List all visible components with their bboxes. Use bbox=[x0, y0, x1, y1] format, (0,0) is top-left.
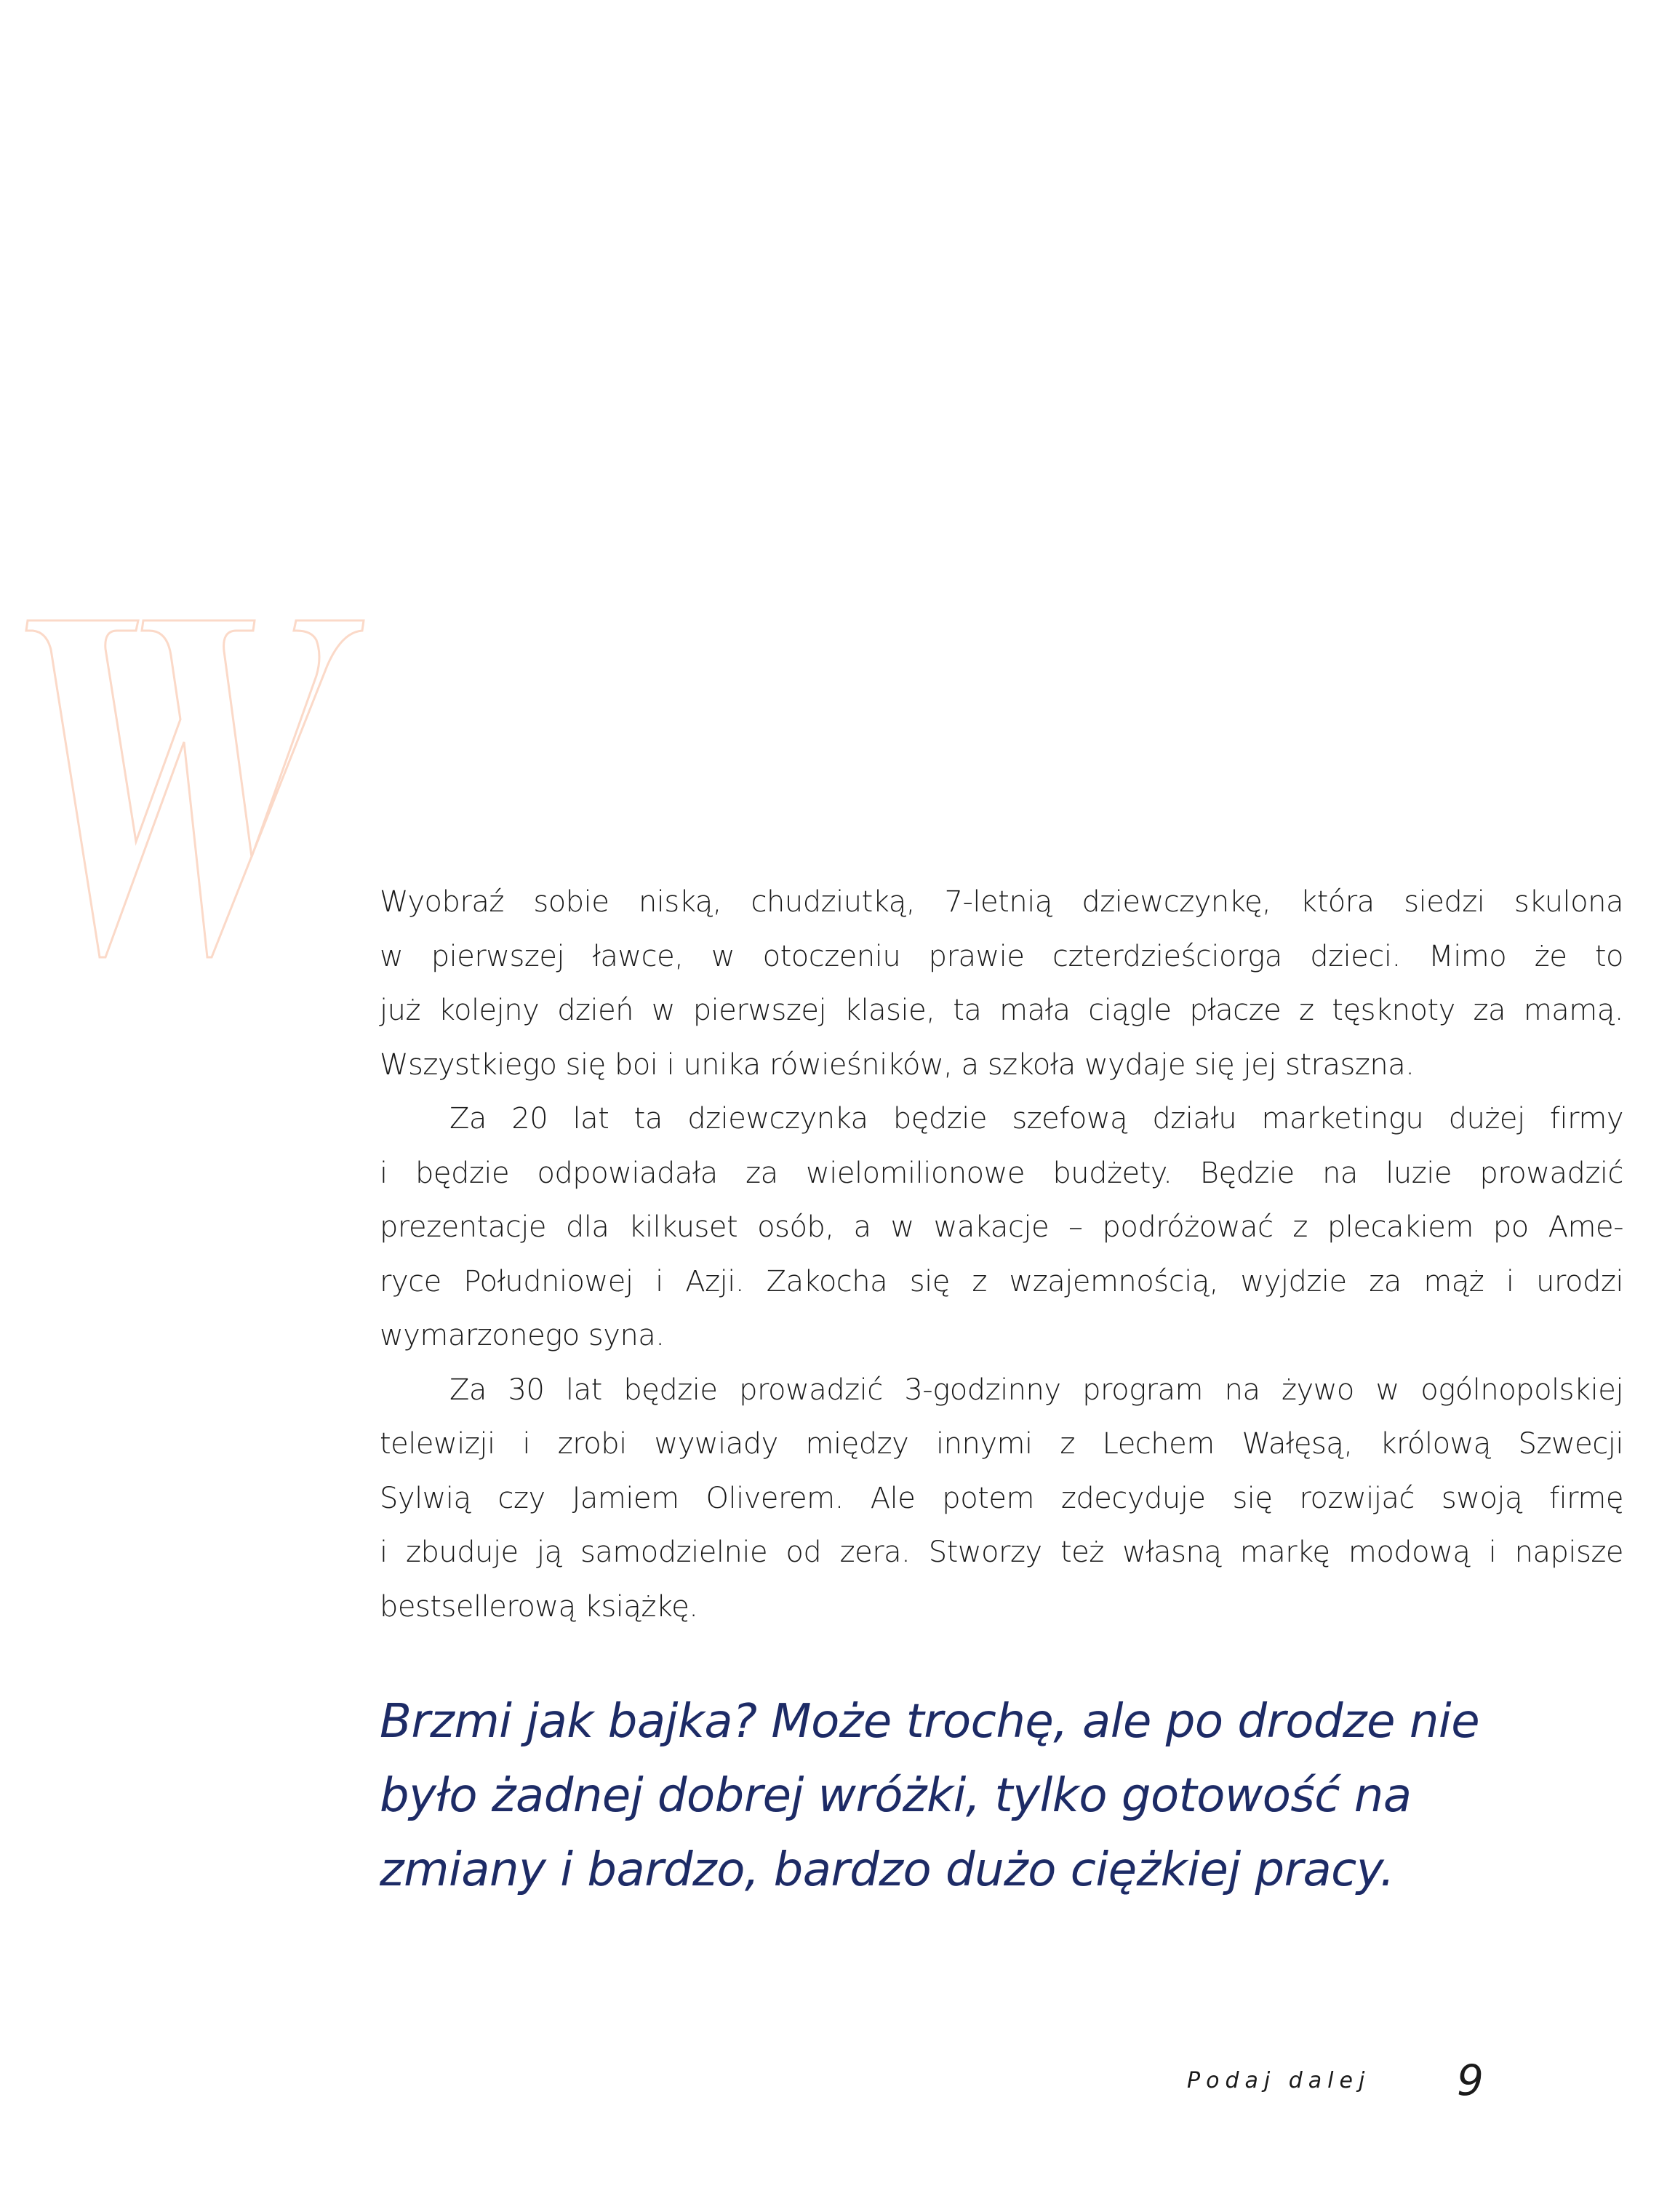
text-line: Wyobraź sobie niską, chudziutką, 7-letnią dziewczynkę, która siedzi skulona bbox=[380, 885, 1623, 919]
text-line: telewizji i zrobi wywiady między innymi z Lechem Wałęsą, królową Szwecji bbox=[380, 1427, 1623, 1461]
text-line: w pierwszej ławce, w otoczeniu prawie czterdzieściorga dzieci. Mimo że to bbox=[380, 939, 1623, 973]
quote-line: Brzmi jak bajka? Może trochę, ale po drodze nie bbox=[380, 1695, 1480, 1749]
text-line: i będzie odpowiadała za wielomilionowe budżety. Będzie na luzie prowadzić bbox=[380, 1156, 1623, 1190]
text-line: bestsellerową książkę. bbox=[380, 1589, 698, 1624]
text-line: ryce Południowej i Azji. Zakocha się z wzajemnością, wyjdzie za mąż i urodzi bbox=[380, 1264, 1623, 1298]
text-line: prezentacje dla kilkuset osób, a w wakacje – podróżować z plecakiem po Ame- bbox=[380, 1210, 1623, 1244]
text-line: już kolejny dzień w pierwszej klasie, ta mała ciągle płacze z tęsknoty za mamą. bbox=[380, 994, 1623, 1027]
running-footer-title: Podaj dalej bbox=[1187, 2068, 1371, 2093]
paragraph-1 bbox=[380, 875, 1623, 1092]
text-line: Sylwią czy Jamiem Oliverem. Ale potem zdecyduje się rozwijać swoją firmę bbox=[380, 1481, 1623, 1515]
quote-line: było żadnej dobrej wróżki, tylko gotowość na bbox=[380, 1769, 1412, 1823]
quote-line: zmiany i bardzo, bardzo dużo ciężkiej pracy. bbox=[380, 1843, 1395, 1897]
page-number: 9 bbox=[1457, 2056, 1484, 2105]
text-line: i zbuduje ją samodzielnie od zera. Stworzy też własną markę modową i napisze bbox=[380, 1536, 1623, 1569]
text-line: Za 30 lat będzie prowadzić 3-godzinny program na żywo w ogólnopolskiej bbox=[449, 1373, 1623, 1407]
body-text bbox=[380, 875, 1623, 1634]
paragraph-3 bbox=[380, 1363, 1623, 1634]
text-line: Za 20 lat ta dziewczynka będzie szefową działu marketingu dużej firmy bbox=[449, 1102, 1623, 1135]
pull-quote bbox=[380, 1685, 1623, 1907]
text-line: wymarzonego syna. bbox=[380, 1319, 665, 1352]
text-line: Wszystkiego się boi i unika rówieśników, a szkoła wydaje się jej straszna. bbox=[380, 1047, 1415, 1082]
paragraph-2 bbox=[380, 1092, 1623, 1363]
